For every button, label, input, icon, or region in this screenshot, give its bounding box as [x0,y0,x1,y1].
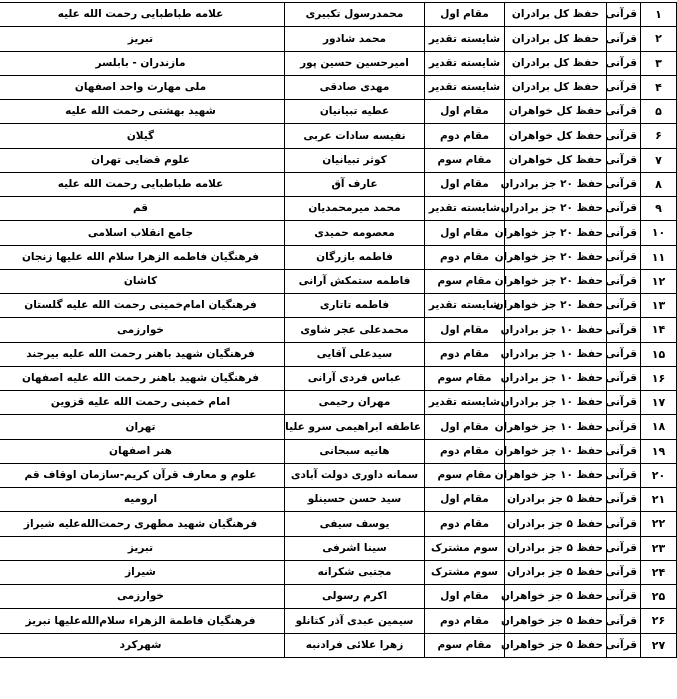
category-cell: حفظ ۱۰ جز برادران [505,342,607,366]
category-cell: حفظ کل برادران [505,51,607,75]
table-row [0,148,677,172]
university-cell: کاشان [0,269,285,293]
university-cell: علامه طباطبایی رحمت الله علیه [0,172,285,196]
category-cell: حفظ ۵ جز برادران [505,488,607,512]
field-cell: قرآنی [607,294,641,318]
field-cell: قرآنی [607,391,641,415]
category-cell: حفظ ۵ جز خواهران [505,609,607,633]
category-cell: حفظ کل خواهران [505,124,607,148]
category-cell: حفظ ۱۰ جز برادران [505,366,607,390]
university-cell: هنر اصفهان [0,439,285,463]
rank-cell: شایسته تقدیر [425,51,505,75]
category-cell: حفظ ۲۰ جز برادران [505,197,607,221]
field-cell: قرآنی [607,245,641,269]
field-cell: قرآنی [607,221,641,245]
field-cell: قرآنی [607,585,641,609]
university-cell: تبریز [0,27,285,51]
category-cell: حفظ ۱۰ جز برادران [505,391,607,415]
participant-name-cell: امیرحسین حسین پور [285,51,425,75]
rank-cell: مقام اول [425,415,505,439]
rank-cell: شایسته تقدیر [425,75,505,99]
category-cell: حفظ ۱۰ جز خواهران [505,415,607,439]
participant-name-cell: اکرم رسولی [285,585,425,609]
participant-name-cell: سینا اشرفی [285,536,425,560]
field-cell: قرآنی [607,51,641,75]
table-row [0,560,677,584]
participant-name-cell: هانیه سبحانی [285,439,425,463]
table-row [0,27,677,51]
university-cell: فرهنگیان شهید باهنر رحمت الله علیه بیرجند [0,342,285,366]
row-number-cell: ۲۰ [641,463,677,487]
participant-name-cell: سیدعلی آقایی [285,342,425,366]
field-cell: قرآنی [607,27,641,51]
field-cell: قرآنی [607,536,641,560]
table-row [0,221,677,245]
participant-name-cell: محمدرسول تکبیری [285,3,425,27]
table-row [0,512,677,536]
table-row [0,51,677,75]
participant-name-cell: عارف آق [285,172,425,196]
row-number-cell: ۱۰ [641,221,677,245]
row-number-cell: ۴ [641,75,677,99]
university-cell: شهرکرد [0,633,285,657]
category-cell: حفظ ۱۰ جز خواهران [505,439,607,463]
participant-name-cell: مجتبی شکرانه [285,560,425,584]
category-cell: حفظ کل خواهران [505,100,607,124]
field-cell: قرآنی [607,269,641,293]
row-number-cell: ۲۵ [641,585,677,609]
category-cell: حفظ کل خواهران [505,148,607,172]
field-cell: قرآنی [607,633,641,657]
row-number-cell: ۱۱ [641,245,677,269]
university-cell: ملی مهارت واحد اصفهان [0,75,285,99]
participant-name-cell: مهران رحیمی [285,391,425,415]
participant-name-cell: نفیسه سادات عربی [285,124,425,148]
university-cell: فرهنگیان امام‌خمینی رحمت الله علیه گلستان [0,294,285,318]
university-cell: فرهنگیان فاطمة الزهراء سلام‌الله‌علیها تبریز [0,609,285,633]
field-cell: قرآنی [607,366,641,390]
table-row [0,391,677,415]
category-cell: حفظ ۲۰ جز خواهران [505,245,607,269]
category-cell: حفظ ۵ جز برادران [505,512,607,536]
university-cell: تهران [0,415,285,439]
university-cell: تبریز [0,536,285,560]
category-cell: حفظ کل برادران [505,3,607,27]
category-cell: حفظ ۵ جز خواهران [505,633,607,657]
rank-cell: مقام دوم [425,439,505,463]
row-number-cell: ۱۵ [641,342,677,366]
university-cell: قم [0,197,285,221]
university-cell: گیلان [0,124,285,148]
field-cell: قرآنی [607,100,641,124]
row-number-cell: ۲ [641,27,677,51]
field-cell: قرآنی [607,415,641,439]
rank-cell: شایسته تقدیر [425,391,505,415]
rank-cell: مقام دوم [425,245,505,269]
rank-cell: مقام اول [425,221,505,245]
field-cell: قرآنی [607,172,641,196]
row-number-cell: ۷ [641,148,677,172]
rank-cell: مقام دوم [425,512,505,536]
row-number-cell: ۵ [641,100,677,124]
field-cell: قرآنی [607,439,641,463]
row-number-cell: ۲۶ [641,609,677,633]
rank-cell: شایسته تقدیر [425,27,505,51]
participant-name-cell: زهرا علائی فرادنبه [285,633,425,657]
category-cell: حفظ ۵ جز خواهران [505,585,607,609]
rank-cell: مقام اول [425,172,505,196]
table-row [0,415,677,439]
field-cell: قرآنی [607,3,641,27]
rank-cell: مقام سوم [425,463,505,487]
participant-name-cell: عاطفه ابراهیمی سرو علیا [285,415,425,439]
rank-cell: مقام سوم [425,269,505,293]
participant-name-cell: کوثر تبیانیان [285,148,425,172]
category-cell: حفظ ۲۰ جز خواهران [505,294,607,318]
table-row [0,633,677,657]
university-cell: مازندران - بابلسر [0,51,285,75]
field-cell: قرآنی [607,148,641,172]
rank-cell: مقام دوم [425,342,505,366]
table-row [0,439,677,463]
table-row [0,366,677,390]
university-cell: فرهنگیان شهید باهنر رحمت الله علیه اصفهان [0,366,285,390]
row-number-cell: ۱۴ [641,318,677,342]
field-cell: قرآنی [607,512,641,536]
participant-name-cell: سید حسن حسینلو [285,488,425,512]
field-cell: قرآنی [607,609,641,633]
row-number-cell: ۹ [641,197,677,221]
table-row [0,294,677,318]
category-cell: حفظ ۲۰ جز خواهران [505,221,607,245]
table-row [0,3,677,27]
table-row [0,269,677,293]
row-number-cell: ۳ [641,51,677,75]
participant-name-cell: عطیه تبیانیان [285,100,425,124]
table-row [0,245,677,269]
category-cell: حفظ ۱۰ جز خواهران [505,463,607,487]
field-cell: قرآنی [607,124,641,148]
university-cell: فرهنگیان فاطمه الزهرا سلام الله علیها زنجان [0,245,285,269]
results-table-container [0,2,676,658]
participant-name-cell: یوسف سیفی [285,512,425,536]
rank-cell: شایسته تقدیر [425,197,505,221]
participant-name-cell: محمد شادور [285,27,425,51]
table-row [0,100,677,124]
field-cell: قرآنی [607,463,641,487]
row-number-cell: ۲۱ [641,488,677,512]
rank-cell: مقام سوم [425,366,505,390]
table-row [0,488,677,512]
row-number-cell: ۸ [641,172,677,196]
row-number-cell: ۲۳ [641,536,677,560]
category-cell: حفظ کل برادران [505,27,607,51]
participant-name-cell: سیمین عبدی آذر کتانلو [285,609,425,633]
participant-name-cell: معصومه حمیدی [285,221,425,245]
university-cell: علوم قضایی تهران [0,148,285,172]
table-row [0,536,677,560]
participant-name-cell: سمانه داوری دولت آبادی [285,463,425,487]
university-cell: ارومیه [0,488,285,512]
category-cell: حفظ کل برادران [505,75,607,99]
field-cell: قرآنی [607,560,641,584]
field-cell: قرآنی [607,342,641,366]
university-cell: امام خمینی رحمت الله علیه قزوین [0,391,285,415]
row-number-cell: ۱۲ [641,269,677,293]
table-row [0,318,677,342]
university-cell: شیراز [0,560,285,584]
university-cell: خوارزمی [0,585,285,609]
participant-name-cell: محمد میرمحمدیان [285,197,425,221]
table-row [0,197,677,221]
results-table-body [0,3,677,658]
participant-name-cell: فاطمه ستمکش آرانی [285,269,425,293]
university-cell: علوم و معارف قرآن کریم-سازمان اوقاف قم [0,463,285,487]
university-cell: خوارزمی [0,318,285,342]
table-row [0,124,677,148]
row-number-cell: ۱۶ [641,366,677,390]
rank-cell: مقام دوم [425,124,505,148]
row-number-cell: ۱ [641,3,677,27]
table-row [0,585,677,609]
participant-name-cell: مهدی صادقی [285,75,425,99]
category-cell: حفظ ۲۰ جز خواهران [505,269,607,293]
participant-name-cell: فاطمه بازرگان [285,245,425,269]
rank-cell: مقام اول [425,585,505,609]
row-number-cell: ۱۹ [641,439,677,463]
row-number-cell: ۶ [641,124,677,148]
university-cell: جامع انقلاب اسلامی [0,221,285,245]
rank-cell: مقام اول [425,318,505,342]
university-cell: فرهنگیان شهید مطهری رحمت‌الله‌علیه شیراز [0,512,285,536]
field-cell: قرآنی [607,75,641,99]
table-row [0,172,677,196]
rank-cell: مقام اول [425,100,505,124]
field-cell: قرآنی [607,197,641,221]
results-table [0,2,677,658]
table-row [0,342,677,366]
rank-cell: سوم مشترک [425,536,505,560]
rank-cell: مقام سوم [425,633,505,657]
participant-name-cell: فاطمه تاتاری [285,294,425,318]
rank-cell: مقام اول [425,488,505,512]
table-row [0,609,677,633]
row-number-cell: ۲۲ [641,512,677,536]
university-cell: شهید بهشتی رحمت الله علیه [0,100,285,124]
category-cell: حفظ ۲۰ جز برادران [505,172,607,196]
field-cell: قرآنی [607,488,641,512]
row-number-cell: ۲۴ [641,560,677,584]
participant-name-cell: عباس فردی آرانی [285,366,425,390]
rank-cell: سوم مشترک [425,560,505,584]
rank-cell: مقام دوم [425,609,505,633]
rank-cell: شایسته تقدیر [425,294,505,318]
row-number-cell: ۱۳ [641,294,677,318]
row-number-cell: ۱۸ [641,415,677,439]
field-cell: قرآنی [607,318,641,342]
rank-cell: مقام سوم [425,148,505,172]
category-cell: حفظ ۵ جز برادران [505,536,607,560]
category-cell: حفظ ۱۰ جز برادران [505,318,607,342]
table-row [0,75,677,99]
category-cell: حفظ ۵ جز برادران [505,560,607,584]
row-number-cell: ۲۷ [641,633,677,657]
rank-cell: مقام اول [425,3,505,27]
university-cell: علامه طباطبایی رحمت الله علیه [0,3,285,27]
row-number-cell: ۱۷ [641,391,677,415]
table-row [0,463,677,487]
participant-name-cell: محمدعلی عجر شاوی [285,318,425,342]
